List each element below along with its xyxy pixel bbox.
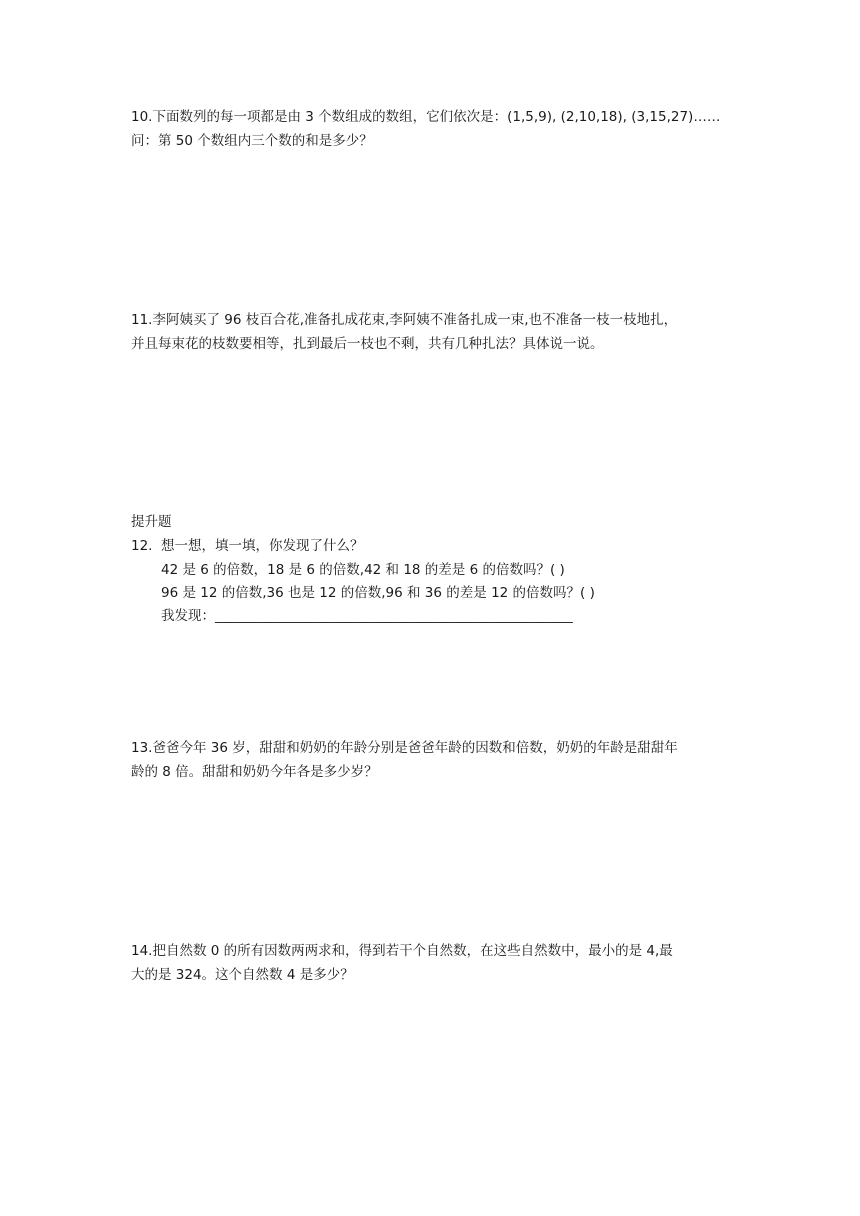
problem-11-line-1: 11.李阿姨买了 96 枝百合花,准备扎成花束,李阿姨不准备扎成一束,也不准备一枝一枝地扎， — [131, 312, 678, 328]
problem-10-line-2: 问：第 50 个数组内三个数的和是多少？ — [131, 133, 373, 149]
problem-13-line-1: 13.爸爸今年 36 岁，甜甜和奶奶的年龄分别是爸爸年龄的因数和倍数，奶奶的年龄是甜甜年 — [131, 740, 678, 756]
problem-14-line-2: 大的是 324。这个自然数 4 是多少？ — [131, 967, 354, 983]
problem-11-line-2: 并且每束花的枝数要相等，扎到最后一枝也不剩，共有几种扎法？具体说一说。 — [131, 336, 604, 352]
problem-14-line-1: 14.把自然数 0 的所有因数两两求和，得到若干个自然数，在这些自然数中，最小的是 4,最 — [131, 943, 673, 959]
problem-12-number: 12. — [131, 538, 153, 554]
problem-12-line-2: 96 是 12 的倍数,36 也是 12 的倍数,96 和 36 的差是 12 的倍数吗？( ) — [161, 585, 595, 601]
problem-12-line-3: 我发现：_____________________________________________________ — [161, 608, 573, 624]
problem-12-prompt: 想一想，填一填，你发现了什么？ — [161, 538, 364, 554]
section-heading: 提升题 — [131, 514, 172, 530]
problem-13-line-2: 龄的 8 倍。甜甜和奶奶今年各是多少岁？ — [131, 764, 378, 780]
problem-10-line-1: 10.下面数列的每一项都是由 3 个数组成的数组，它们依次是：(1,5,9), (2,10,18), (3,15,27)…… — [131, 109, 721, 125]
problem-12-line-1: 42 是 6 的倍数，18 是 6 的倍数,42 和 18 的差是 6 的倍数吗？( ) — [161, 562, 565, 578]
